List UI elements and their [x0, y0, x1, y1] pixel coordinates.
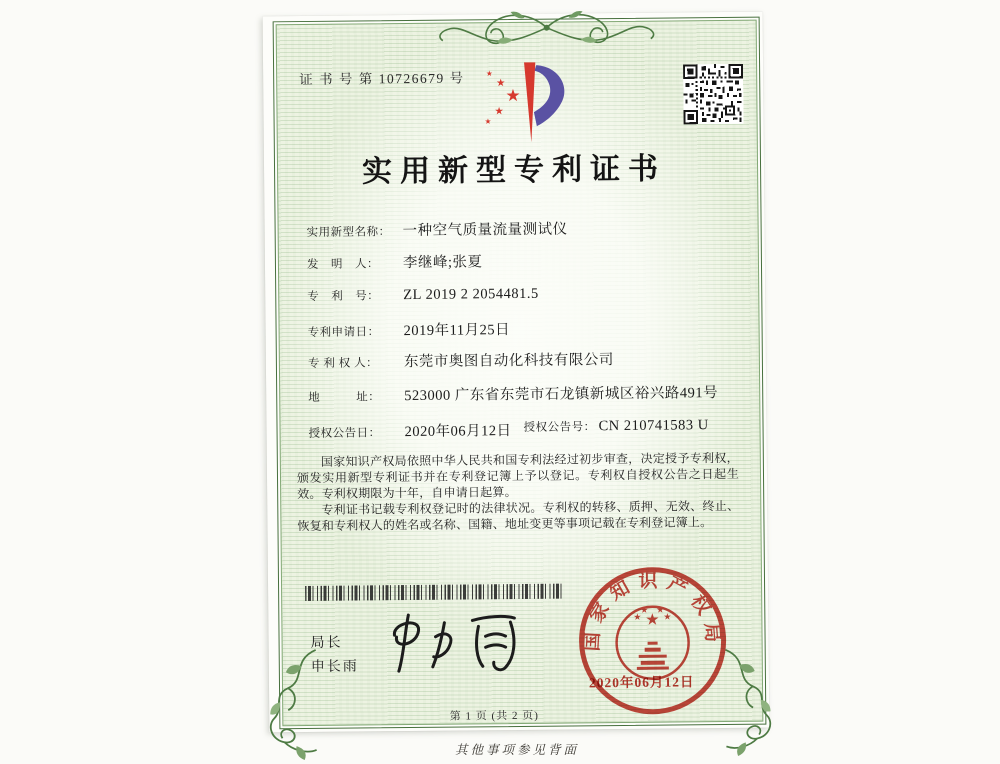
field-value: 东莞市奥图自动化科技有限公司 — [403, 352, 614, 371]
svg-text:★: ★ — [656, 605, 665, 616]
field-label: 授权公告日： — [308, 427, 381, 440]
svg-text:★: ★ — [496, 77, 506, 90]
back-note: 其他事项参见背面 — [455, 743, 580, 757]
svg-text:★: ★ — [663, 612, 672, 623]
barcode-icon — [305, 584, 562, 601]
field-row-patentee — [308, 347, 748, 372]
page-indicator: 第 1 页 (共 2 页) — [449, 709, 539, 723]
bottom-left-flourish-ornament — [264, 646, 321, 764]
field-row-name — [307, 216, 747, 241]
field-label: 专利申请日： — [307, 326, 380, 339]
signer-name: 申长雨 — [310, 659, 359, 675]
field-row-address — [308, 381, 748, 406]
field-value: 一种空气质量流量测试仪 — [402, 221, 568, 240]
signer-title: 局长 — [310, 635, 343, 651]
field-value: 523000 广东省东莞市石龙镇新城区裕兴路491号 — [404, 385, 719, 405]
cnipa-round-seal — [574, 562, 731, 719]
svg-text:★: ★ — [494, 105, 504, 118]
field-value: ZL 2019 2 2054481.5 — [403, 285, 539, 304]
field-row-inventor — [307, 248, 747, 273]
field-value: 2019年11月25日 — [403, 322, 511, 340]
grant-no-value: CN 210741583 U — [598, 417, 709, 435]
legal-text-block — [297, 450, 740, 534]
field-label: 授权公告号： — [523, 421, 596, 434]
grant-no-group — [523, 417, 708, 436]
handwritten-signature-icon — [386, 600, 529, 687]
legal-paragraph-1: 国家知识产权局依照中华人民共和国专利法经过初步审查，决定授予专利权，颁发实用新型专利证书并在专利登记簿上予以登记。专利权自授权公告之日起生效。专利权期限为十年，自申请日起算。 — [296, 450, 740, 502]
svg-text:★: ★ — [484, 116, 492, 126]
certificate-title: 实用新型专利证书 — [361, 152, 667, 189]
field-label: 专 利 权 人： — [307, 357, 379, 370]
cnipa-logo-icon — [477, 55, 572, 148]
field-value: 李继峰;张夏 — [402, 254, 483, 272]
field-label: 专 利 号： — [307, 290, 380, 303]
seal-date: 2020年06月12日 — [588, 674, 695, 691]
svg-text:★: ★ — [485, 68, 493, 78]
svg-text:★: ★ — [640, 605, 649, 616]
svg-text:★: ★ — [645, 609, 660, 629]
grant-date-value: 2020年06月12日 — [404, 423, 512, 441]
certificate-page — [263, 12, 770, 733]
top-flourish-ornament — [434, 6, 658, 52]
seal-text: 国家知识产权局 — [581, 570, 724, 652]
legal-paragraph-2: 专利证书记载专利权登记时的法律状况。专利权的转移、质押、无效、终止、恢复和专利权人的姓名或名称、国籍、地址变更等事项记载在专利登记簿上。 — [297, 498, 740, 534]
svg-text:★: ★ — [505, 85, 521, 106]
qr-code-icon — [683, 64, 744, 125]
svg-text:★: ★ — [633, 612, 642, 623]
field-row-filing-date — [307, 316, 747, 341]
certificate-number: 证 书 号 第 10726679 号 — [299, 70, 465, 88]
field-label: 实用新型名称： — [306, 226, 391, 240]
field-row-grant — [308, 417, 748, 442]
field-label: 发 明 人： — [306, 258, 380, 272]
field-label: 地 址： — [308, 391, 381, 404]
